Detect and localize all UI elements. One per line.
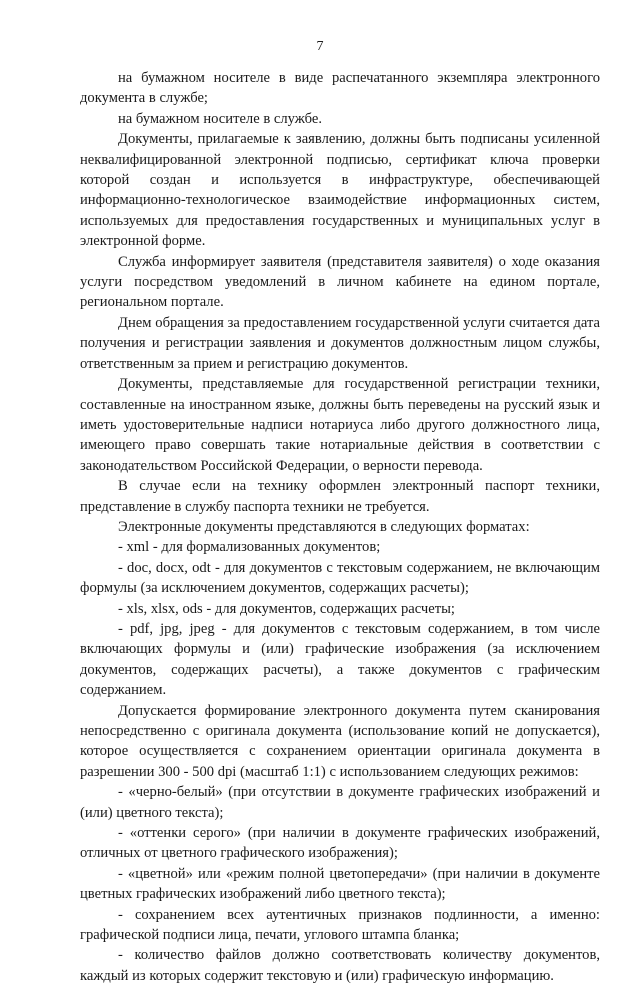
paragraph: Электронные документы представляются в следующих форматах: <box>118 518 530 535</box>
paragraph: Документы, представляемые для государственной регистрации техники, составленные на иностранном языке, должны быть переведены на русский язык и иметь удостоверительные надписи нотариуса либо другого должностного лица, имеющего право совершать такие нотариальные действия в соответствии с законодательством Российской Федерации, о верности перевода. <box>80 376 600 474</box>
format-list-item: - pdf, jpg, jpeg - для документов с текстовым содержанием, в том числе включающих формулы и (или) графические изображения (за исключением документов, содержащих расчеты), а также документов с графическим содержанием. <box>80 620 600 699</box>
scan-mode-list-item: - количество файлов должно соответствовать количеству документов, каждый из которых содержит текстовую и (или) графическую информацию. <box>80 947 600 984</box>
paragraph: на бумажном носителе в виде распечатанного экземпляра электронного документа в службе; <box>80 70 600 107</box>
scan-mode-list-item: - «черно-белый» (при отсутствии в документе графических изображений и (или) цветного текста); <box>80 784 600 821</box>
scan-mode-list-item: - «оттенки серого» (при наличии в документе графических изображений, отличных от цветного графического изображения); <box>80 825 600 862</box>
scan-mode-list-item: - «цветной» или «режим полной цветопередачи» (при наличии в документе цветных графических изображений либо цветного текста); <box>80 865 600 903</box>
paragraph: Служба информирует заявителя (представителя заявителя) о ходе оказания услуги посредством уведомлений в личном кабинете на едином портале, региональном портале. <box>80 253 600 311</box>
paragraph: Днем обращения за предоставлением государственной услуги считается дата получения и регистрации заявления и документов должностным лицом службы, ответственным за прием и регистрацию документов. <box>80 314 600 372</box>
format-list-item: - xml - для формализованных документов; <box>118 539 381 556</box>
paragraph: на бумажном носителе в службе. <box>118 110 322 127</box>
format-list-item: - doc, docx, odt - для документов с текстовым содержанием, не включающим формулы (за исключением документов, содержащих расчеты); <box>80 559 600 597</box>
paragraph: Допускается формирование электронного документа путем сканирования непосредственно с оригинала документа (использование копий не допускается), которое осуществляется с сохранением ориентации оригинала документа в разрешении 300 - 500 dpi (масштаб 1:1) с использованием следующих режимов: <box>80 702 600 780</box>
format-list-item: - xls, xlsx, ods - для документов, содержащих расчеты; <box>118 600 455 617</box>
page-number: 7 <box>316 39 324 54</box>
paragraph: В случае если на технику оформлен электронный паспорт техники, представление в службу паспорта техники не требуется. <box>80 478 600 515</box>
paragraph: Документы, прилагаемые к заявлению, должны быть подписаны усиленной неквалифицированной электронной подписью, сертификат ключа проверки которой создан и используется в инфраструктуре, обеспечивающей информационно-технологическое взаимодействие информационных систем, используемых для предоставления государственных и муниципальных услуг в электронной форме. <box>80 131 600 250</box>
scan-mode-list-item: - сохранением всех аутентичных признаков подлинности, а именно: графической подписи лица, печати, углового штампа бланка; <box>80 906 600 944</box>
document-body <box>80 68 600 986</box>
